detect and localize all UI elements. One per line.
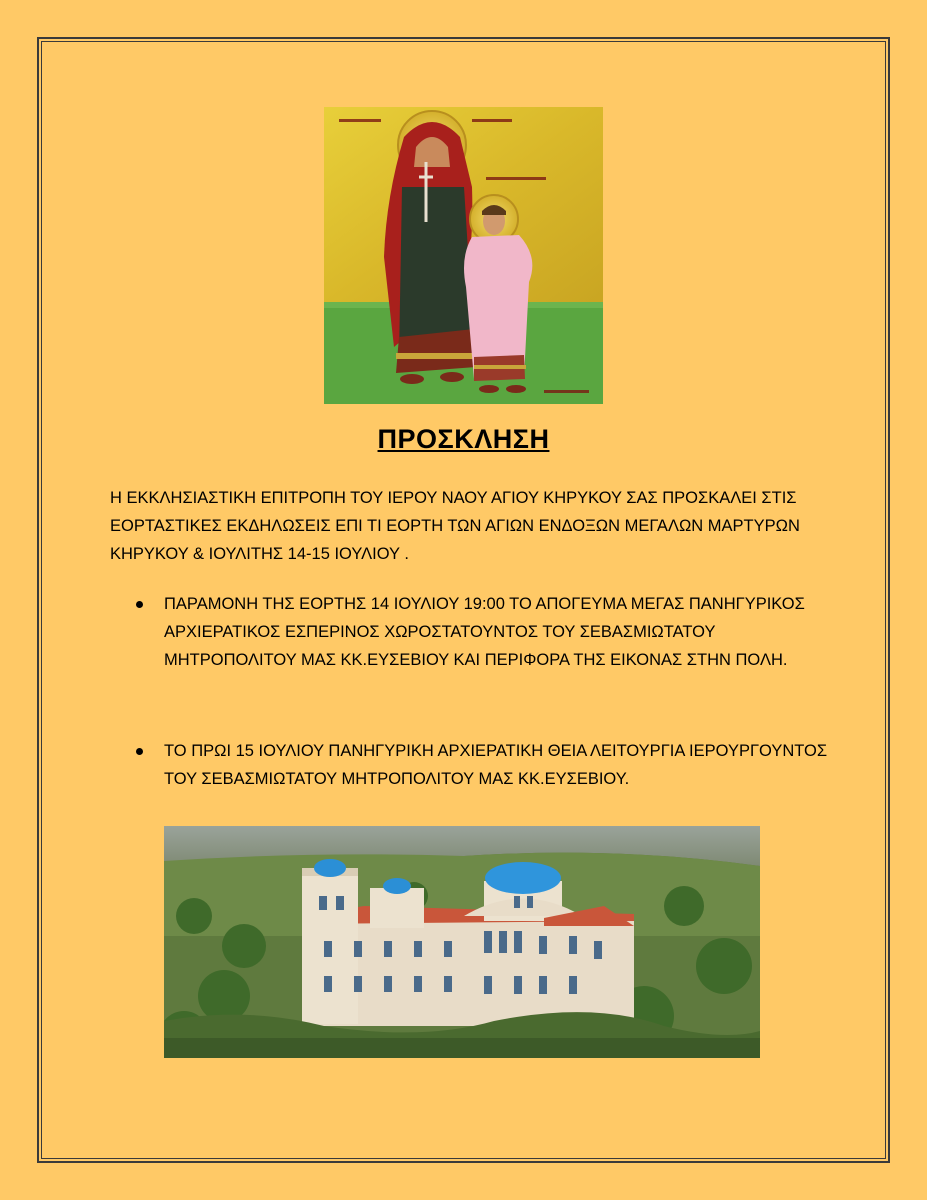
church-photo xyxy=(164,826,760,1058)
invitation-intro-text: Η ΕΚΚΛΗΣΙΑΣΤΙΚΗ ΕΠΙΤΡΟΠΗ ΤΟΥ ΙΕΡΟΥ ΝΑΟΥ ΑΓΙΟΥ ΚΗΡΥΚΟΥ ΣΑΣ ΠΡΟΣΚΑΛΕΙ ΣΤΙΣ ΕΟΡΤΑΣΤΙΚΕΣ ΕΚΔΗΛΩΣΕΙΣ ΕΠΙ ΤΙ ΕΟΡΤΗ ΤΩΝ ΑΓΙΩΝ ΕΝΔΟΞΩΝ ΜΕΓΑΛΩΝ ΜΑΡΤΥΡΩΝ ΚΗΡΥΚΟΥ & ΙΟΥΛΙΤΗΣ 14-15 ΙΟΥΛΙΟΥ . xyxy=(110,489,800,563)
bullet-icon xyxy=(136,748,143,755)
list-item xyxy=(164,590,844,674)
page-title: ΠΡΟΣΚΛΗΣΗ xyxy=(377,424,550,454)
list-item-text: ΠΑΡΑΜΟΝΗ ΤΗΣ ΕΟΡΤΗΣ 14 ΙΟΥΛΙΟΥ 19:00 ΤΟ ΑΠΟΓΕΥΜΑ ΜΕΓΑΣ ΠΑΝΗΓΥΡΙΚΟΣ ΑΡΧΙΕΡΑΤΙΚΟΣ ΕΣΠΕΡΙΝΟΣ ΧΩΡΟΣΤΑΤΟΥΝΤΟΣ ΤΟΥ ΣΕΒΑΣΜΙΩΤΑΤΟΥ ΜΗΤΡΟΠΟΛΙΤΟΥ ΜΑΣ ΚΚ.ΕΥΣΕΒΙΟΥ ΚΑΙ ΠΕΡΙΦΟΡΑ ΤΗΣ ΕΙΚΟΝΑΣ ΣΤΗΝ ΠΟΛΗ. xyxy=(164,595,805,669)
saints-icon-image xyxy=(324,107,603,404)
list-item-text: ΤΟ ΠΡΩΙ 15 ΙΟΥΛΙΟΥ ΠΑΝΗΓΥΡΙΚΗ ΑΡΧΙΕΡΑΤΙΚΗ ΘΕΙΑ ΛΕΙΤΟΥΡΓΙΑ ΙΕΡΟΥΡΓΟΥΝΤΟΣ ΤΟΥ ΣΕΒΑΣΜΙΩΤΑΤΟΥ ΜΗΤΡΟΠΟΛΙΤΟΥ ΜΑΣ ΚΚ.ΕΥΣΕΒΙΟΥ. xyxy=(164,742,828,788)
bullet-icon xyxy=(136,601,143,608)
list-item xyxy=(164,737,844,793)
